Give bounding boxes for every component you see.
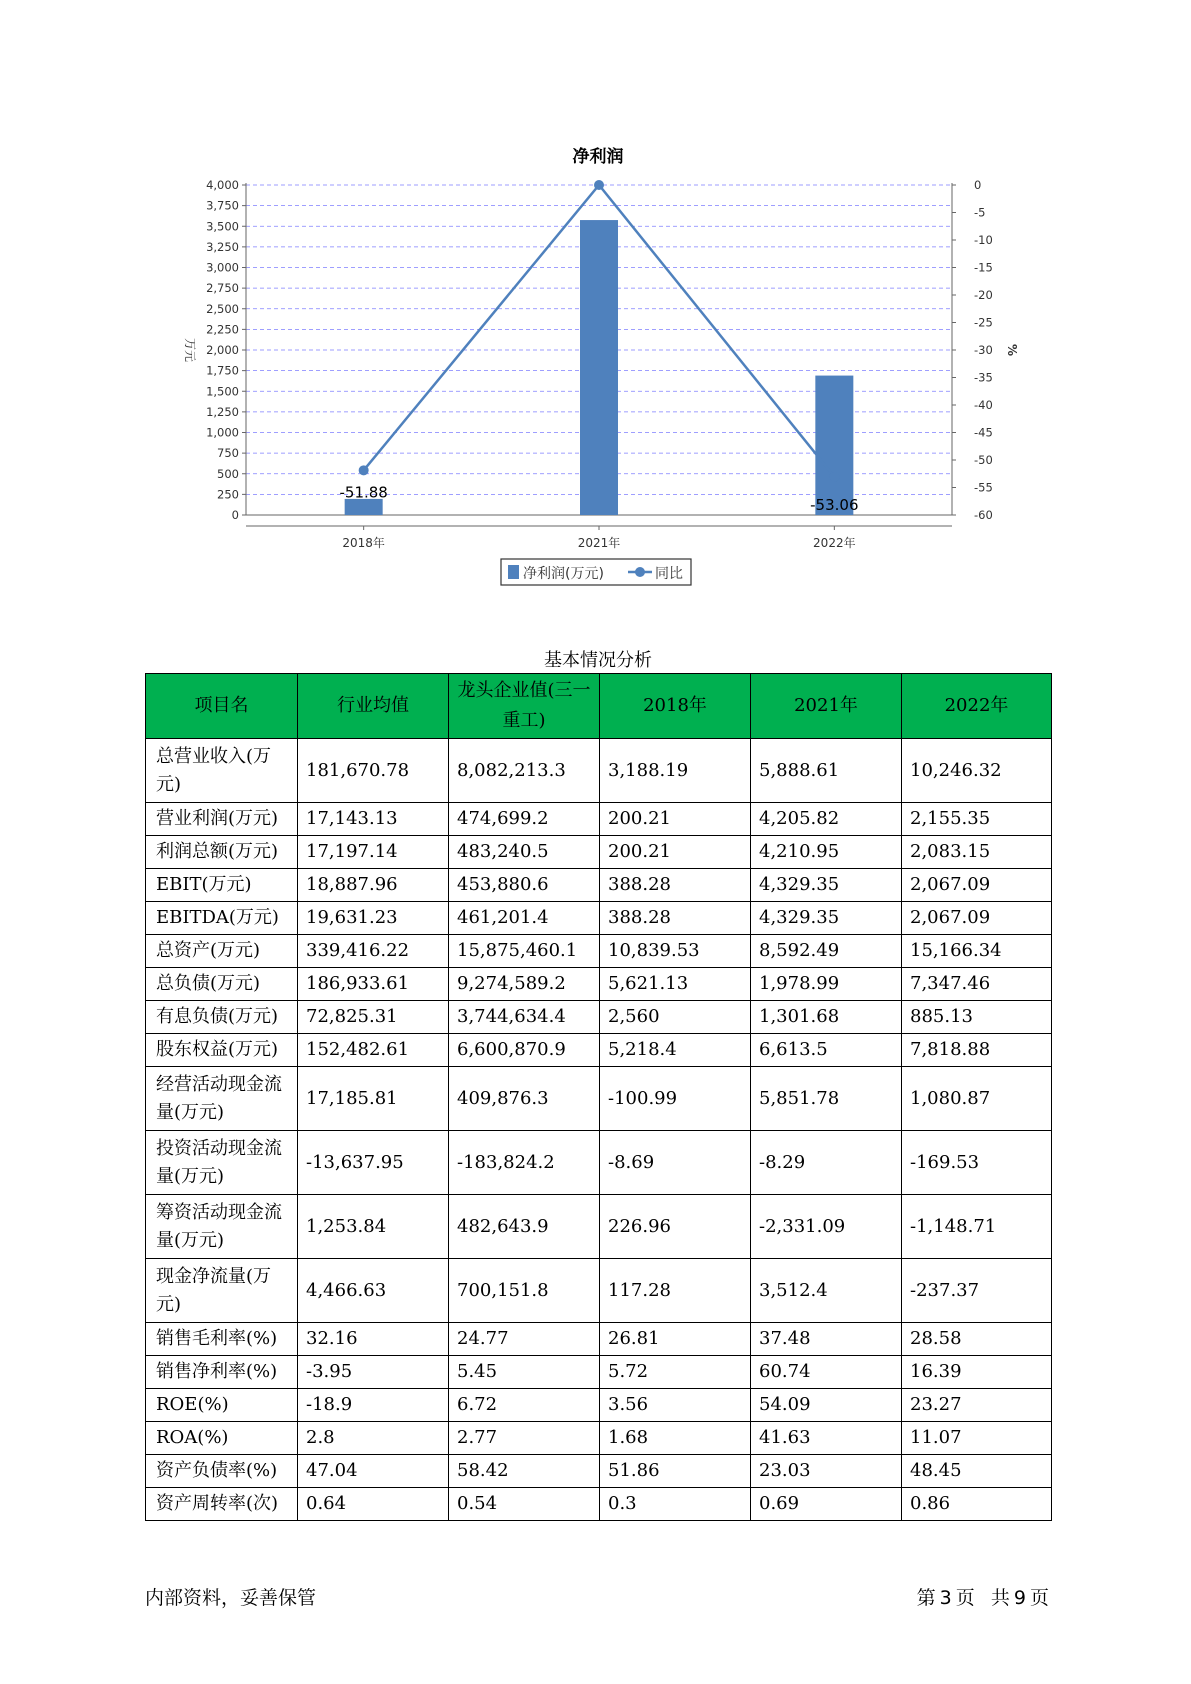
data-label: -51.88 xyxy=(339,483,388,502)
table-row xyxy=(146,1001,1052,1034)
row-value: 41.63 xyxy=(751,1422,902,1455)
row-value: 37.48 xyxy=(751,1323,902,1356)
row-value: 28.58 xyxy=(902,1323,1052,1356)
yoy-point xyxy=(829,472,839,482)
row-value: -13,637.95 xyxy=(298,1131,449,1195)
total-unit: 页 xyxy=(1029,1587,1049,1609)
row-label: 总资产(万元) xyxy=(146,935,298,968)
y2-axis-title: % xyxy=(1005,343,1019,357)
row-value: 474,699.2 xyxy=(449,803,600,836)
legend-line-marker xyxy=(635,567,645,577)
row-value: 8,592.49 xyxy=(751,935,902,968)
header-industry-avg: 行业均值 xyxy=(298,674,449,739)
y2-tick-label: -20 xyxy=(974,288,993,302)
row-value: 17,185.81 xyxy=(298,1067,449,1131)
row-value: 186,933.61 xyxy=(298,968,449,1001)
x-tick-label: 2018年 xyxy=(342,536,385,550)
y2-tick-label: 0 xyxy=(974,178,982,192)
row-value: 388.28 xyxy=(600,902,751,935)
row-value: 200.21 xyxy=(600,836,751,869)
row-value: 4,210.95 xyxy=(751,836,902,869)
y-tick-label: 750 xyxy=(217,446,239,461)
table-row xyxy=(146,1389,1052,1422)
table-row xyxy=(146,1259,1052,1323)
row-value: 117.28 xyxy=(600,1259,751,1323)
row-value: 72,825.31 xyxy=(298,1001,449,1034)
y2-tick-label: -50 xyxy=(974,453,993,467)
row-label: 销售毛利率(%) xyxy=(146,1323,298,1356)
legend-bar-label: 净利润(万元) xyxy=(523,566,604,582)
page-total: 9 xyxy=(1013,1587,1026,1609)
table-row xyxy=(146,1455,1052,1488)
row-label: 利润总额(万元) xyxy=(146,836,298,869)
table-caption: 基本情况分析 xyxy=(544,650,652,671)
row-value: 10,839.53 xyxy=(600,935,751,968)
row-value: 1,080.87 xyxy=(902,1067,1052,1131)
table-row xyxy=(146,836,1052,869)
row-value: 2,155.35 xyxy=(902,803,1052,836)
row-value: 5,218.4 xyxy=(600,1034,751,1067)
row-label: 股东权益(万元) xyxy=(146,1034,298,1067)
header-item-name: 项目名 xyxy=(146,674,298,739)
row-value: -8.29 xyxy=(751,1131,902,1195)
row-label: EBIT(万元) xyxy=(146,869,298,902)
row-value: 2.8 xyxy=(298,1422,449,1455)
y2-tick-label: -45 xyxy=(974,425,993,440)
row-label: 资产周转率(次) xyxy=(146,1488,298,1521)
row-value: 388.28 xyxy=(600,869,751,902)
row-value: 0.54 xyxy=(449,1488,600,1521)
x-tick-label: 2021年 xyxy=(577,536,621,550)
row-value: -100.99 xyxy=(600,1067,751,1131)
row-value: 9,274,589.2 xyxy=(449,968,600,1001)
row-label: 筹资活动现金流量(万元) xyxy=(146,1195,298,1259)
y-tick-label: 3,000 xyxy=(206,260,239,275)
y-tick-label: 2,250 xyxy=(206,322,239,337)
row-value: 51.86 xyxy=(600,1455,751,1488)
y2-tick-label: -5 xyxy=(974,205,986,220)
row-value: 19,631.23 xyxy=(298,902,449,935)
y-tick-label: 2,750 xyxy=(206,281,239,296)
row-value: 1,978.99 xyxy=(751,968,902,1001)
row-value: 4,329.35 xyxy=(751,869,902,902)
y-tick-label: 1,750 xyxy=(206,363,239,378)
row-label: 有息负债(万元) xyxy=(146,1001,298,1034)
y-tick-label: 1,250 xyxy=(206,404,239,419)
row-value: 482,643.9 xyxy=(449,1195,600,1259)
y-tick-label: 250 xyxy=(217,487,239,502)
footer-confidential-note: 内部资料，妥善保管 xyxy=(145,1587,317,1609)
row-value: 4,205.82 xyxy=(751,803,902,836)
row-label: 投资活动现金流量(万元) xyxy=(146,1131,298,1195)
table-row xyxy=(146,1195,1052,1259)
bar xyxy=(580,220,618,515)
row-value: 6,600,870.9 xyxy=(449,1034,600,1067)
row-value: 5,621.13 xyxy=(600,968,751,1001)
table-row xyxy=(146,1034,1052,1067)
row-value: 2,560 xyxy=(600,1001,751,1034)
y-tick-label: 1,000 xyxy=(206,425,239,440)
row-value: -18.9 xyxy=(298,1389,449,1422)
row-value: 1.68 xyxy=(600,1422,751,1455)
yoy-point xyxy=(359,465,369,475)
chart-title: 净利润 xyxy=(572,147,624,167)
row-value: 54.09 xyxy=(751,1389,902,1422)
row-value: 6.72 xyxy=(449,1389,600,1422)
row-value: 7,347.46 xyxy=(902,968,1052,1001)
row-value: 48.45 xyxy=(902,1455,1052,1488)
row-value: 409,876.3 xyxy=(449,1067,600,1131)
row-value: 1,253.84 xyxy=(298,1195,449,1259)
row-value: 11.07 xyxy=(902,1422,1052,1455)
table-row xyxy=(146,935,1052,968)
table-row xyxy=(146,1323,1052,1356)
row-value: -169.53 xyxy=(902,1131,1052,1195)
row-value: 5.72 xyxy=(600,1356,751,1389)
table-row xyxy=(146,1067,1052,1131)
y-tick-label: 500 xyxy=(217,466,239,481)
yoy-point xyxy=(594,180,604,190)
y-tick-label: 3,750 xyxy=(206,198,239,213)
x-tick-label: 2022年 xyxy=(813,536,856,550)
y2-tick-label: -60 xyxy=(974,508,993,522)
row-value: 2,083.15 xyxy=(902,836,1052,869)
row-value: 0.3 xyxy=(600,1488,751,1521)
y-tick-label: 1,500 xyxy=(206,384,239,399)
legend-bar-swatch xyxy=(508,565,519,579)
row-value: 7,818.88 xyxy=(902,1034,1052,1067)
row-value: 32.16 xyxy=(298,1323,449,1356)
table-row xyxy=(146,1131,1052,1195)
row-value: 23.03 xyxy=(751,1455,902,1488)
y-tick-label: 3,500 xyxy=(206,219,239,234)
row-value: 8,082,213.3 xyxy=(449,739,600,803)
row-value: 453,880.6 xyxy=(449,869,600,902)
footer-page-number xyxy=(915,1583,1051,1610)
header-leader-value: 龙头企业值(三一重工) xyxy=(449,674,600,739)
y2-tick-label: -35 xyxy=(974,370,993,385)
row-value: 18,887.96 xyxy=(298,869,449,902)
row-label: 现金净流量(万元) xyxy=(146,1259,298,1323)
row-value: 2.77 xyxy=(449,1422,600,1455)
row-value: 3,188.19 xyxy=(600,739,751,803)
row-value: 17,143.13 xyxy=(298,803,449,836)
row-value: 16.39 xyxy=(902,1356,1052,1389)
row-label: EBITDA(万元) xyxy=(146,902,298,935)
y2-tick-label: -40 xyxy=(974,398,993,412)
row-value: 47.04 xyxy=(298,1455,449,1488)
row-value: 5.45 xyxy=(449,1356,600,1389)
y-tick-label: 2,500 xyxy=(206,301,239,316)
table-row xyxy=(146,902,1052,935)
row-value: 0.69 xyxy=(751,1488,902,1521)
row-value: 3,744,634.4 xyxy=(449,1001,600,1034)
row-value: 1,301.68 xyxy=(751,1001,902,1034)
row-value: 0.86 xyxy=(902,1488,1052,1521)
row-value: 10,246.32 xyxy=(902,739,1052,803)
row-value: 17,197.14 xyxy=(298,836,449,869)
row-value: 3.56 xyxy=(600,1389,751,1422)
row-value: 226.96 xyxy=(600,1195,751,1259)
row-value: 5,888.61 xyxy=(751,739,902,803)
bar xyxy=(815,376,853,515)
row-value: 461,201.4 xyxy=(449,902,600,935)
row-value: -183,824.2 xyxy=(449,1131,600,1195)
row-value: 2,067.09 xyxy=(902,902,1052,935)
net-profit-chart xyxy=(0,0,1191,600)
row-label: 销售净利率(%) xyxy=(146,1356,298,1389)
table-row xyxy=(146,1356,1052,1389)
y-tick-label: 4,000 xyxy=(206,178,239,192)
y2-tick-label: -25 xyxy=(974,315,993,330)
table-header-row xyxy=(146,674,1052,739)
row-value: 152,482.61 xyxy=(298,1034,449,1067)
row-value: 58.42 xyxy=(449,1455,600,1488)
row-value: 339,416.22 xyxy=(298,935,449,968)
y-tick-label: 0 xyxy=(231,508,239,522)
total-prefix: 共 xyxy=(990,1587,1010,1609)
table-row xyxy=(146,869,1052,902)
header-2022: 2022年 xyxy=(902,674,1052,739)
row-label: ROE(%) xyxy=(146,1389,298,1422)
row-value: -237.37 xyxy=(902,1259,1052,1323)
row-label: ROA(%) xyxy=(146,1422,298,1455)
row-value: 24.77 xyxy=(449,1323,600,1356)
row-value: 15,166.34 xyxy=(902,935,1052,968)
table-row xyxy=(146,803,1052,836)
row-value: 26.81 xyxy=(600,1323,751,1356)
row-value: -1,148.71 xyxy=(902,1195,1052,1259)
row-value: 0.64 xyxy=(298,1488,449,1521)
y2-tick-label: -10 xyxy=(974,233,993,247)
table-row xyxy=(146,739,1052,803)
row-label: 营业利润(万元) xyxy=(146,803,298,836)
row-value: 15,875,460.1 xyxy=(449,935,600,968)
row-label: 资产负债率(%) xyxy=(146,1455,298,1488)
row-value: 4,466.63 xyxy=(298,1259,449,1323)
basic-analysis-table xyxy=(145,673,1052,1521)
page-prefix: 第 xyxy=(916,1587,936,1609)
y2-tick-label: -55 xyxy=(974,480,993,495)
row-value: 181,670.78 xyxy=(298,739,449,803)
table-row xyxy=(146,1422,1052,1455)
row-label: 总营业收入(万元) xyxy=(146,739,298,803)
table-row xyxy=(146,968,1052,1001)
y-tick-label: 2,000 xyxy=(206,343,239,357)
row-value: 23.27 xyxy=(902,1389,1052,1422)
table-row xyxy=(146,1488,1052,1521)
row-value: 60.74 xyxy=(751,1356,902,1389)
legend-line-label: 同比 xyxy=(655,566,683,582)
row-value: 3,512.4 xyxy=(751,1259,902,1323)
y-tick-label: 3,250 xyxy=(206,239,239,254)
row-value: 6,613.5 xyxy=(751,1034,902,1067)
row-label: 经营活动现金流量(万元) xyxy=(146,1067,298,1131)
y2-tick-label: -30 xyxy=(974,343,993,357)
data-label: -53.06 xyxy=(810,495,859,514)
row-value: 700,151.8 xyxy=(449,1259,600,1323)
header-2018: 2018年 xyxy=(600,674,751,739)
row-value: 483,240.5 xyxy=(449,836,600,869)
row-value: 885.13 xyxy=(902,1001,1052,1034)
row-value: 2,067.09 xyxy=(902,869,1052,902)
page-unit: 页 xyxy=(955,1587,975,1609)
row-value: -3.95 xyxy=(298,1356,449,1389)
row-value: 4,329.35 xyxy=(751,902,902,935)
row-value: -8.69 xyxy=(600,1131,751,1195)
row-value: -2,331.09 xyxy=(751,1195,902,1259)
page-current: 3 xyxy=(939,1587,952,1609)
row-value: 200.21 xyxy=(600,803,751,836)
row-value: 5,851.78 xyxy=(751,1067,902,1131)
y-axis-title: 万元 xyxy=(183,337,197,363)
y2-tick-label: -15 xyxy=(974,260,993,275)
header-2021: 2021年 xyxy=(751,674,902,739)
row-label: 总负债(万元) xyxy=(146,968,298,1001)
